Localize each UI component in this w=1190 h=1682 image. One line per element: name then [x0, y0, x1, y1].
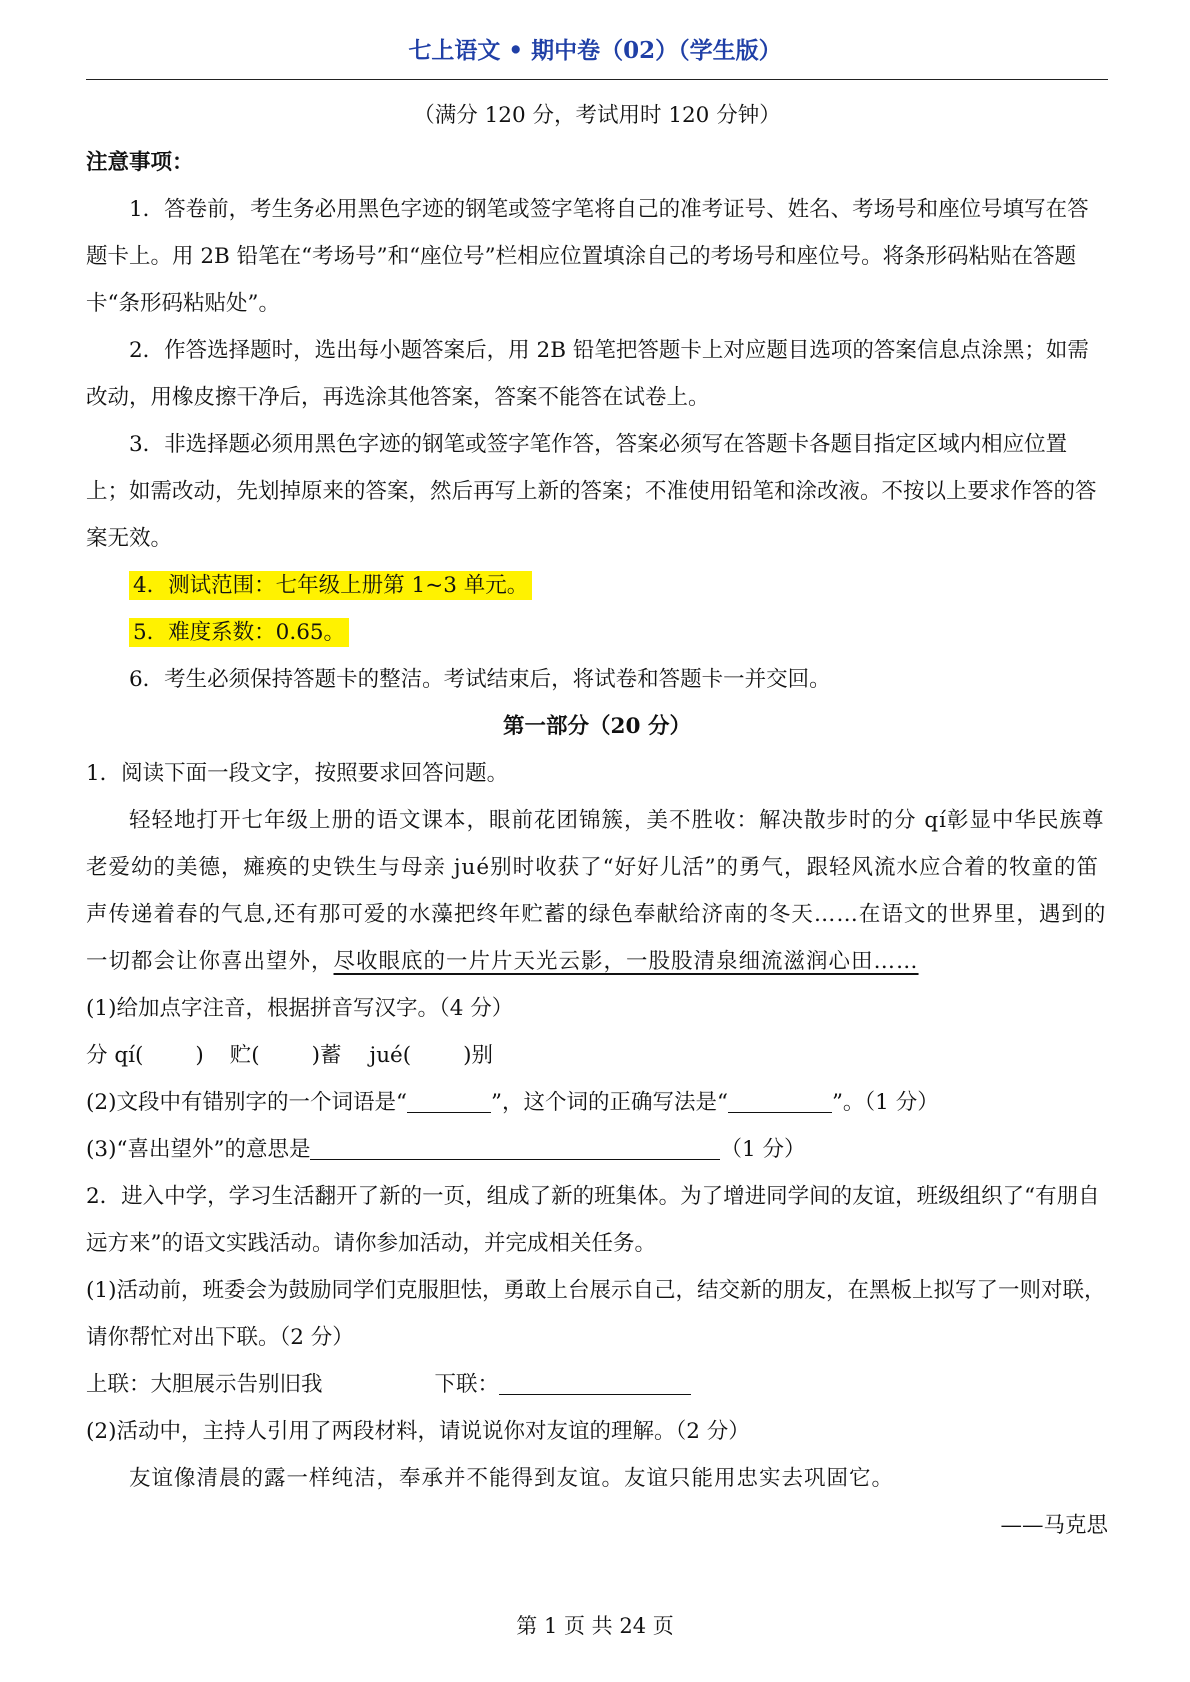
highlighted-text: 5．难度系数：0.65。 — [129, 618, 349, 647]
answer-blank[interactable] — [499, 1368, 691, 1395]
couplet-lower-label: 下联： — [434, 1372, 500, 1397]
page-content — [86, 92, 1108, 1549]
passage-text: 轻轻地打开七年级上册的语文课本，眼前花团锦簇，美不胜收：解决散步时的分 qí彰显中华民族尊老爱幼的美德，瘫痪的史铁生与母亲 jué别时收获了“好好儿活”的勇气，跟轻风流水应合着的牧童的笛声传递着春的气息,还有那可爱的水藻把终年贮蓄的绿色奉献给济南的冬天……在语文的世界里，遇到的一切都会让你喜出望外， — [86, 808, 1107, 974]
notice-item-2: 2．作答选择题时，选出每小题答案后，用 2B 铅笔把答题卡上对应题目选项的答案信息点涂黑；如需改动，用橡皮擦干净后，再选涂其他答案，答案不能答在试卷上。 — [86, 338, 1089, 410]
notice-heading: 注意事项： — [86, 150, 194, 175]
q1-passage — [86, 797, 1108, 985]
item-text: 分 qí( — [86, 1043, 144, 1068]
page-header-title: 七上语文 • 期中卷（02）（学生版） — [408, 37, 782, 64]
quote-text: 友谊像清晨的露一样纯洁，奉承并不能得到友谊。友谊只能用忠实去巩固它。 — [129, 1466, 895, 1491]
q1-sub2-text: (2)文段中有错别字的一个词语是“ — [86, 1090, 407, 1115]
notice-item-6: 6．考生必须保持答题卡的整洁。考试结束后，将试卷和答题卡一并交回。 — [129, 667, 831, 692]
item-text: jué( — [369, 1043, 412, 1068]
q1-sub1-items — [86, 1032, 1108, 1079]
notice-item-1: 1．答卷前，考生务必用黑色字迹的钢笔或签字笔将自己的准考证号、姓名、考场号和座位号填写在答题卡上。用 2B 铅笔在“考场号”和“座位号”栏相应位置填涂自己的考场号和座位号。将条形码粘贴在答题卡“条形码粘贴处”。 — [86, 197, 1089, 316]
couplet-upper: 上联：大胆展示告别旧我 — [86, 1372, 323, 1397]
q1-sub3-text: (3)“喜出望外”的意思是 — [86, 1137, 311, 1162]
header-divider — [86, 79, 1108, 80]
couplet — [86, 1361, 1108, 1408]
notice-item-3: 3．非选择题必须用黑色字迹的钢笔或签字笔作答，答案必须写在答题卡各题目指定区域内相应位置上；如需改动，先划掉原来的答案，然后再写上新的答案；不准使用铅笔和涂改液。不按以上要求作答的答案无效。 — [86, 432, 1097, 551]
answer-blank[interactable] — [728, 1086, 832, 1113]
notice-item-4 — [86, 562, 1108, 609]
item-text: )蓄 — [311, 1043, 342, 1068]
notice-item-5 — [86, 609, 1108, 656]
q1-sub2-text: ”。（1 分） — [831, 1090, 939, 1115]
q1-sub1: (1)给加点字注音，根据拼音写汉字。（4 分） — [86, 996, 514, 1021]
answer-blank[interactable] — [310, 1133, 720, 1160]
q2-stem: 2．进入中学，学习生活翻开了新的一页，组成了新的班集体。为了增进同学间的友谊，班级组织了“有朋自远方来”的语文实践活动。请你参加活动，并完成相关任务。 — [86, 1184, 1100, 1256]
exam-info: （满分 120 分，考试用时 120 分钟） — [413, 103, 781, 128]
q1-sub2-text: ”，这个词的正确写法是“ — [490, 1090, 728, 1115]
passage-underlined-text: 尽收眼底的一片片天光云影，一股股清泉细流滋润心田…… — [333, 949, 919, 974]
q2-sub1: (1)活动前，班委会为鼓励同学们克服胆怯，勇敢上台展示自己，结交新的朋友，在黑板上拟写了一则对联，请你帮忙对出下联。（2 分） — [86, 1278, 1106, 1350]
q1-sub3-text: （1 分） — [720, 1137, 806, 1162]
highlighted-text: 4．测试范围：七年级上册第 1~3 单元。 — [129, 571, 532, 600]
q1-sub2 — [86, 1079, 1108, 1126]
item-text: )别 — [463, 1043, 494, 1068]
item-text: ) — [195, 1043, 204, 1068]
part1-heading: 第一部分（20 分） — [503, 714, 691, 739]
page-footer: 第 1 页 共 24 页 — [516, 1614, 674, 1638]
answer-blank[interactable] — [407, 1086, 491, 1113]
quote-author: ——马克思 — [1000, 1513, 1108, 1538]
item-text: 贮( — [229, 1043, 260, 1068]
q1-sub3 — [86, 1126, 1108, 1173]
q2-sub2: (2)活动中，主持人引用了两段材料，请说说你对友谊的理解。（2 分） — [86, 1419, 750, 1444]
q1-stem: 1．阅读下面一段文字，按照要求回答问题。 — [86, 761, 509, 786]
